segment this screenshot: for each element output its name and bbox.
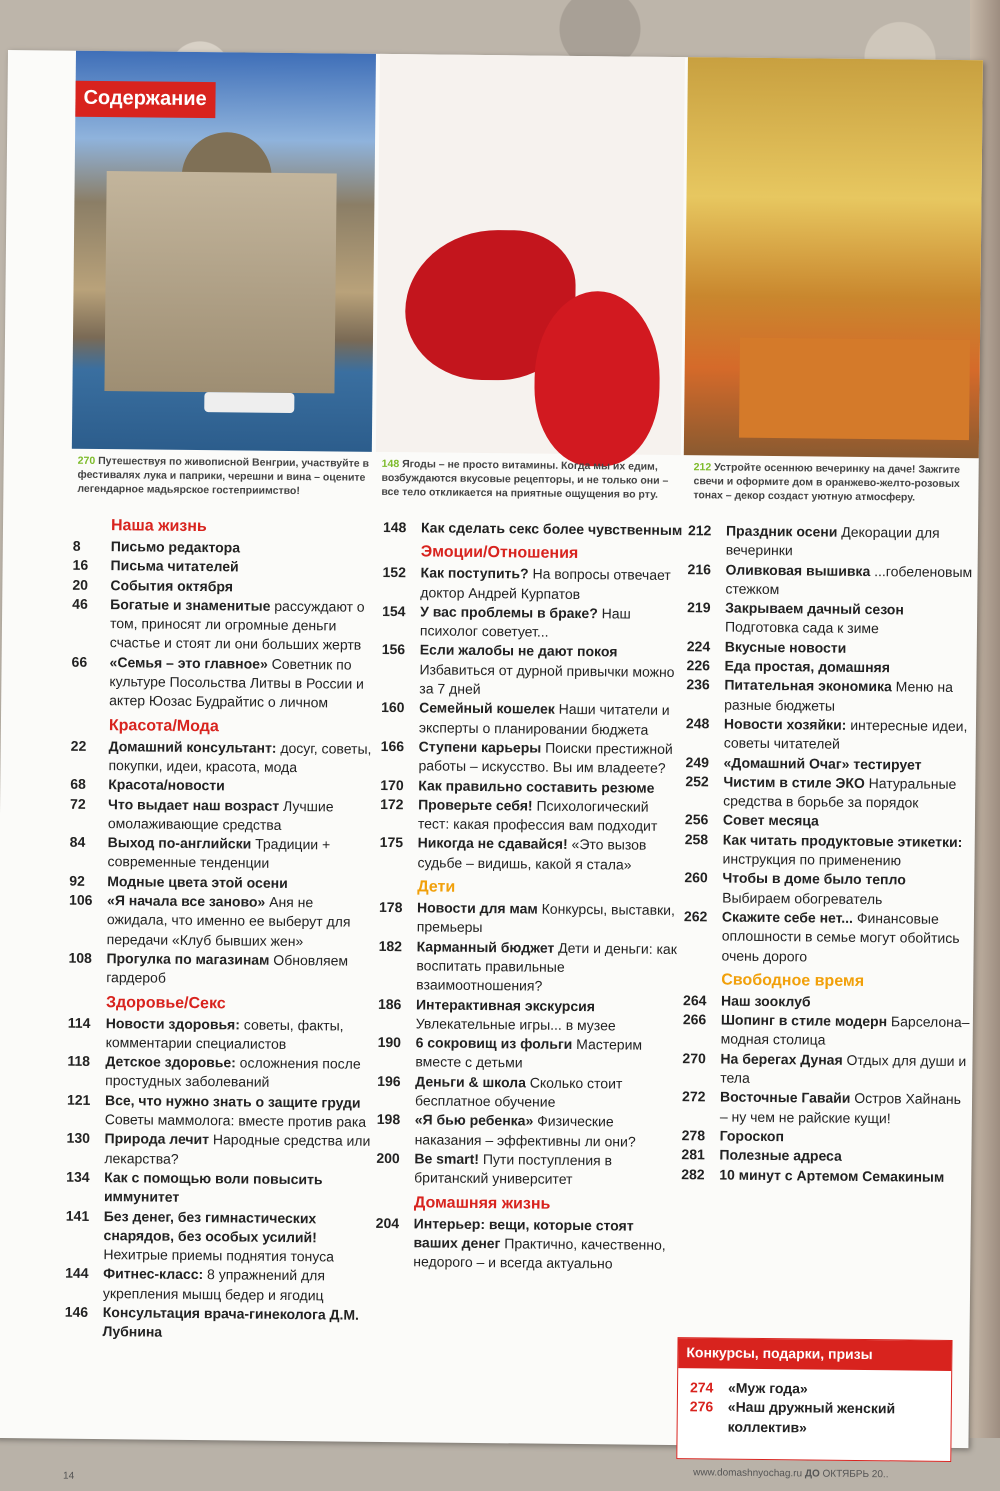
photo-caption: 212 Устройте осеннюю вечеринку на даче! Зажгите свечи и оформите дом в оранжево-желто-розовых тонах – декор создаст уютную атмосферу. xyxy=(693,461,961,504)
strawberry xyxy=(534,291,661,467)
toc-entry[interactable]: 118 Детское здоровье: осложнения после простудных заболеваний xyxy=(67,1052,361,1091)
section-title: Красота/Мода xyxy=(108,716,219,735)
page-number: 14 xyxy=(63,1470,75,1482)
toc-entry[interactable]: 212 Праздник осени Декорации для вечеринки xyxy=(687,522,940,559)
toc-entry[interactable]: 198 «Я бью ребенка» Физические наказания – эффективны ли они? xyxy=(376,1111,636,1150)
magazine-page xyxy=(0,50,983,1482)
footer-month: ОКТЯБРЬ 20.. xyxy=(822,1468,889,1481)
toc-column-1 xyxy=(64,511,378,1345)
section-title: Наша жизнь xyxy=(110,517,207,536)
toc-entry[interactable]: 175 Никогда не сдавайся! «Это вызов судьбе – видишь, какой я стала» xyxy=(379,834,647,873)
toc-entry[interactable]: 204 Интерьер: вещи, которые стоят ваших денег Практично, качественно, недорого – и всегда актуально xyxy=(375,1214,666,1272)
parliament-building xyxy=(104,171,336,393)
toc-entry[interactable]: 106 «Я начала все заново» Аня не ожидала, что именно ее выберут для передачи «Клуб бывших жен» xyxy=(69,891,351,949)
toc-entry[interactable]: 84 Выход по-английски Традиции + современные тенденции xyxy=(69,833,331,872)
toc-entry[interactable]: 108 Прогулка по магазинам Обновляем гардероб xyxy=(68,949,349,986)
toc-entry[interactable]: 258 Как читать продуктовые этикетки: инструкция по применению xyxy=(684,830,963,869)
toc-entry[interactable]: 264 Наш зооклуб xyxy=(683,991,811,1010)
toc-entry[interactable]: 146 Консультация врача-гинеколога Д.М. Лубнина xyxy=(64,1303,360,1340)
toc-entry[interactable]: 160 Семейный кошелек Наши читатели и эксперты о планировании бюджета xyxy=(381,699,670,738)
toc-entry[interactable]: 272 Восточные Гавайи Остров Хайнань – ну чем не райские кущи! xyxy=(681,1088,962,1126)
footer-brand: ДО xyxy=(804,1468,820,1480)
toc-entry[interactable]: 46 Богатые и знаменитые рассуждают о том, приносят ли огромные деньги счастье и стоят ли они больших жертв xyxy=(72,595,365,654)
contest-title: Конкурсы, подарки, призы xyxy=(678,1338,951,1371)
toc-entry[interactable]: 249 «Домашний Очаг» тестирует xyxy=(685,753,922,773)
section-title: Свободное время xyxy=(721,971,865,990)
toc-entry[interactable]: 256 Совет месяца xyxy=(684,811,819,829)
section-title: Дети xyxy=(417,878,456,896)
toc-entry[interactable]: 68 Красота/новости xyxy=(70,775,225,794)
toc-entry[interactable]: 270 На берегах Дуная Отдых для души и тела xyxy=(682,1049,967,1086)
toc-entry[interactable]: 281 Полезные адреса xyxy=(681,1146,842,1164)
toc-entry[interactable]: 22 Домашний консультант: досуг, советы, покупки, идеи, красота, мода xyxy=(70,737,372,776)
page-title: Содержание xyxy=(75,81,215,118)
toc-entry[interactable]: 154 У вас проблемы в браке? Наш психолог советует... xyxy=(382,602,631,640)
page-footer xyxy=(693,1467,888,1480)
footer-url: www.domashnyochag.ru xyxy=(693,1467,803,1480)
toc-entry[interactable]: 252 Чистим в стиле ЭКО Натуральные средства в борьбе за порядок xyxy=(685,772,957,811)
toc-entry[interactable]: 260 Чтобы в доме было тепло Выбираем обогреватель xyxy=(684,869,906,907)
section-title: Домашняя жизнь xyxy=(413,1193,551,1213)
toc-entry[interactable]: 20 События октября xyxy=(72,576,234,594)
toc-entry[interactable]: 190 6 сокровищ из фольги Мастерим вместе с детьми xyxy=(377,1034,643,1071)
toc-entry[interactable]: 130 Природа лечит Народные средства или лекарства? xyxy=(66,1129,371,1167)
toc-entry[interactable]: 121 Все, что нужно знать о защите груди Советы маммолога: вместе против рака xyxy=(66,1091,367,1130)
toc-entry[interactable]: 196 Деньги & школа Сколько стоит бесплатное обучение xyxy=(377,1072,623,1110)
toc-entry[interactable]: 278 Гороскоп xyxy=(681,1127,785,1145)
toc-entry[interactable]: 114 Новости здоровья: советы, факты, комментарии специалистов xyxy=(67,1014,344,1052)
toc-entry[interactable]: 16 Письма читателей xyxy=(72,557,239,575)
toc-entry[interactable]: 216 Оливковая вышивка ...гобеленовым стежком xyxy=(687,560,973,597)
toc-entry[interactable]: 66 «Семья – это главное» Советник по культуре Посольства Литвы в России и актер Юозас Будрайтис о личном xyxy=(71,653,364,711)
photo-caption: 148 Ягоды – не просто витамины. Когда мы их едим, возбуждаются вкусовые рецепторы, и не только они – все тело откликается на приятные ощущения во рту. xyxy=(381,457,669,501)
photo-caption: 270 Путешествуя по живописной Венгрии, участвуйте в фестивалях лука и паприки, черешни и вина – оцените легендарное мадьярское гостеприимство! xyxy=(77,454,370,498)
toc-entry[interactable]: 224 Вкусные новости xyxy=(686,637,847,656)
contest-box xyxy=(676,1337,952,1462)
toc-entry[interactable]: 8 Письмо редактора xyxy=(72,537,241,556)
toc-entry[interactable]: 178 Новости для мам Конкурсы, выставки, премьеры xyxy=(378,898,676,936)
toc-entry[interactable]: 200 Be smart! Пути поступления в британский университет xyxy=(376,1149,613,1188)
toc-entry[interactable]: 219 Закрываем дачный сезон Подготовка сада к зиме xyxy=(687,599,904,637)
toc-entry[interactable]: 276 «Наш дружный женский коллектив» xyxy=(689,1398,896,1436)
toc-entry[interactable]: 172 Проверьте себя! Психологический тест: какая профессия вам подходит xyxy=(380,795,658,834)
river-boat xyxy=(204,392,294,413)
toc-entry[interactable]: 266 Шопинг в стиле модерн Барселона– модная столица xyxy=(682,1011,970,1049)
toc-entry[interactable]: 262 Скажите себе нет... Финансовые оплошности в семье могут обойтись очень дорого xyxy=(683,908,960,964)
toc-entry[interactable]: 134 Как с помощью воли повысить иммунитет xyxy=(66,1168,323,1206)
toc-entry[interactable]: 152 Как поступить? На вопросы отвечает доктор Андрей Курпатов xyxy=(382,564,671,602)
section-title: Эмоции/Отношения xyxy=(420,543,579,563)
toc-column-2 xyxy=(375,514,683,1274)
toc-entry[interactable]: 156 Если жалобы не дают покоя Избавиться от дурной привычки можно за 7 дней xyxy=(381,641,675,698)
toc-entry[interactable]: 186 Интерактивная экскурсия Увлекательные игры... в музее xyxy=(377,995,616,1034)
toc-entry[interactable]: 248 Новости хозяйки: интересные идеи, советы читателей xyxy=(685,715,968,753)
toc-entry[interactable]: 166 Ступени карьеры Поиски престижной работы – искусство. Вы им владеете? xyxy=(380,737,673,777)
toc-entry[interactable]: 236 Питательная экономика Меню на разные бюджеты xyxy=(686,676,954,714)
toc-entry[interactable]: 148 Как сделать секс более чувственным xyxy=(382,518,683,539)
toc-entry[interactable]: 170 Как правильно составить резюме xyxy=(380,776,655,796)
section-title: Здоровье/Секс xyxy=(105,993,226,1012)
toc-entry[interactable]: 92 Модные цвета этой осени xyxy=(69,872,288,891)
orange-bed xyxy=(739,338,970,440)
toc-entry[interactable]: 144 Фитнес-класс: 8 упражнений для укрепления мышц бедер и ягодиц xyxy=(65,1265,326,1304)
toc-entry[interactable]: 282 10 минут с Артемом Семакиным xyxy=(681,1165,945,1185)
toc-entry[interactable]: 182 Карманный бюджет Дети и деньги: как воспитать правильные взаимоотношения? xyxy=(378,937,677,994)
toc-column-3 xyxy=(681,517,978,1187)
toc-entry[interactable]: 274 «Муж года» xyxy=(689,1379,808,1397)
toc-entry[interactable]: 226 Еда простая, домашняя xyxy=(686,657,890,676)
toc-entry[interactable]: 141 Без денег, без гимнастических снарядов, без особых усилий! Нехитрые приемы поднятия тонуса xyxy=(65,1207,335,1265)
toc-entry[interactable]: 72 Что выдает наш возраст Лучшие омолаживающие средства xyxy=(70,795,334,833)
